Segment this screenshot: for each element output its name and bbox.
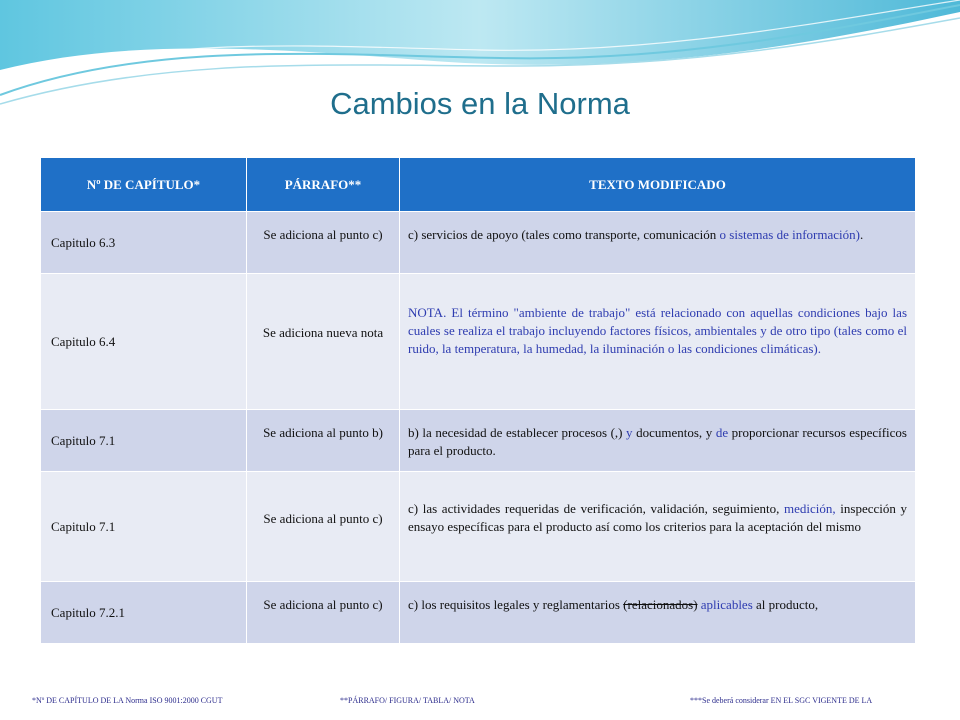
footnote-chapter: *Nº DE CAPÍTULO DE LA Norma ISO 9001:2000 CGUT (32, 696, 223, 705)
slide-title: Cambios en la Norma (330, 86, 630, 121)
inserted-text: aplicables (700, 597, 753, 612)
row-chapter: Capitulo 7.2.1 (41, 582, 247, 644)
row-modified-text (400, 274, 916, 410)
text-segment: proporcionar recursos específicos para el producto. (408, 425, 907, 458)
row-chapter: Capitulo 7.1 (41, 472, 247, 582)
table-row (41, 582, 916, 644)
footnote-paragraph: **PÁRRAFO/ FIGURA/ TABLA/ NOTA (340, 696, 475, 705)
row-paragraph: Se adiciona al punto c) (247, 582, 400, 644)
inserted-text: de (715, 425, 729, 440)
text-segment: b) la necesidad de establecer procesos (,) (408, 425, 627, 440)
text-segment: al producto, (752, 597, 819, 612)
table-row (41, 274, 916, 410)
table-header-row (41, 158, 916, 212)
text-segment: c) servicios de apoyo (tales como transporte, comunicación (408, 227, 720, 242)
header-chapter: Nº DE CAPÍTULO* (41, 158, 247, 212)
row-chapter: Capitulo 6.4 (41, 274, 247, 410)
deleted-text: (relacionados) (623, 597, 698, 612)
header-modified-text: TEXTO MODIFICADO (400, 158, 916, 212)
row-chapter: Capitulo 7.1 (41, 410, 247, 472)
row-modified-text (400, 472, 916, 582)
table-row (41, 212, 916, 274)
text-segment: inspección y ensayo específicas para el producto así como los criterios para la aceptación del mismo (408, 501, 907, 534)
inserted-text: y (626, 425, 633, 440)
row-paragraph: Se adiciona al punto c) (247, 472, 400, 582)
row-modified-text (400, 582, 916, 644)
changes-table (40, 157, 916, 644)
row-paragraph: Se adiciona al punto c) (247, 212, 400, 274)
inserted-text: medición, (784, 501, 836, 516)
table-row (41, 410, 916, 472)
header-paragraph: PÁRRAFO** (247, 158, 400, 212)
footnote-sgc: ***Se deberá considerar EN EL SGC VIGENTE DE LA (690, 696, 873, 705)
row-chapter: Capitulo 6.3 (41, 212, 247, 274)
text-segment: documentos, y (632, 425, 716, 440)
text-segment: c) los requisitos legales y reglamentarios (408, 597, 624, 612)
table-row (41, 472, 916, 582)
row-paragraph: Se adiciona al punto b) (247, 410, 400, 472)
text-segment: c) las actividades requeridas de verificación, validación, seguimiento, (408, 501, 784, 516)
row-modified-text (400, 410, 916, 472)
inserted-text: o sistemas de información) (719, 227, 860, 242)
note-text: NOTA. El término "ambiente de trabajo" está relacionado con aquellas condiciones bajo las cuales se realiza el trabajo incluyendo factores físicos, ambientales y de otro tipo (tales como el ruido, la temperatura, la humedad, la iluminación o las condiciones climáticas). (408, 305, 907, 356)
text-segment: . (859, 227, 864, 242)
row-paragraph: Se adiciona nueva nota (247, 274, 400, 410)
row-modified-text (400, 212, 916, 274)
